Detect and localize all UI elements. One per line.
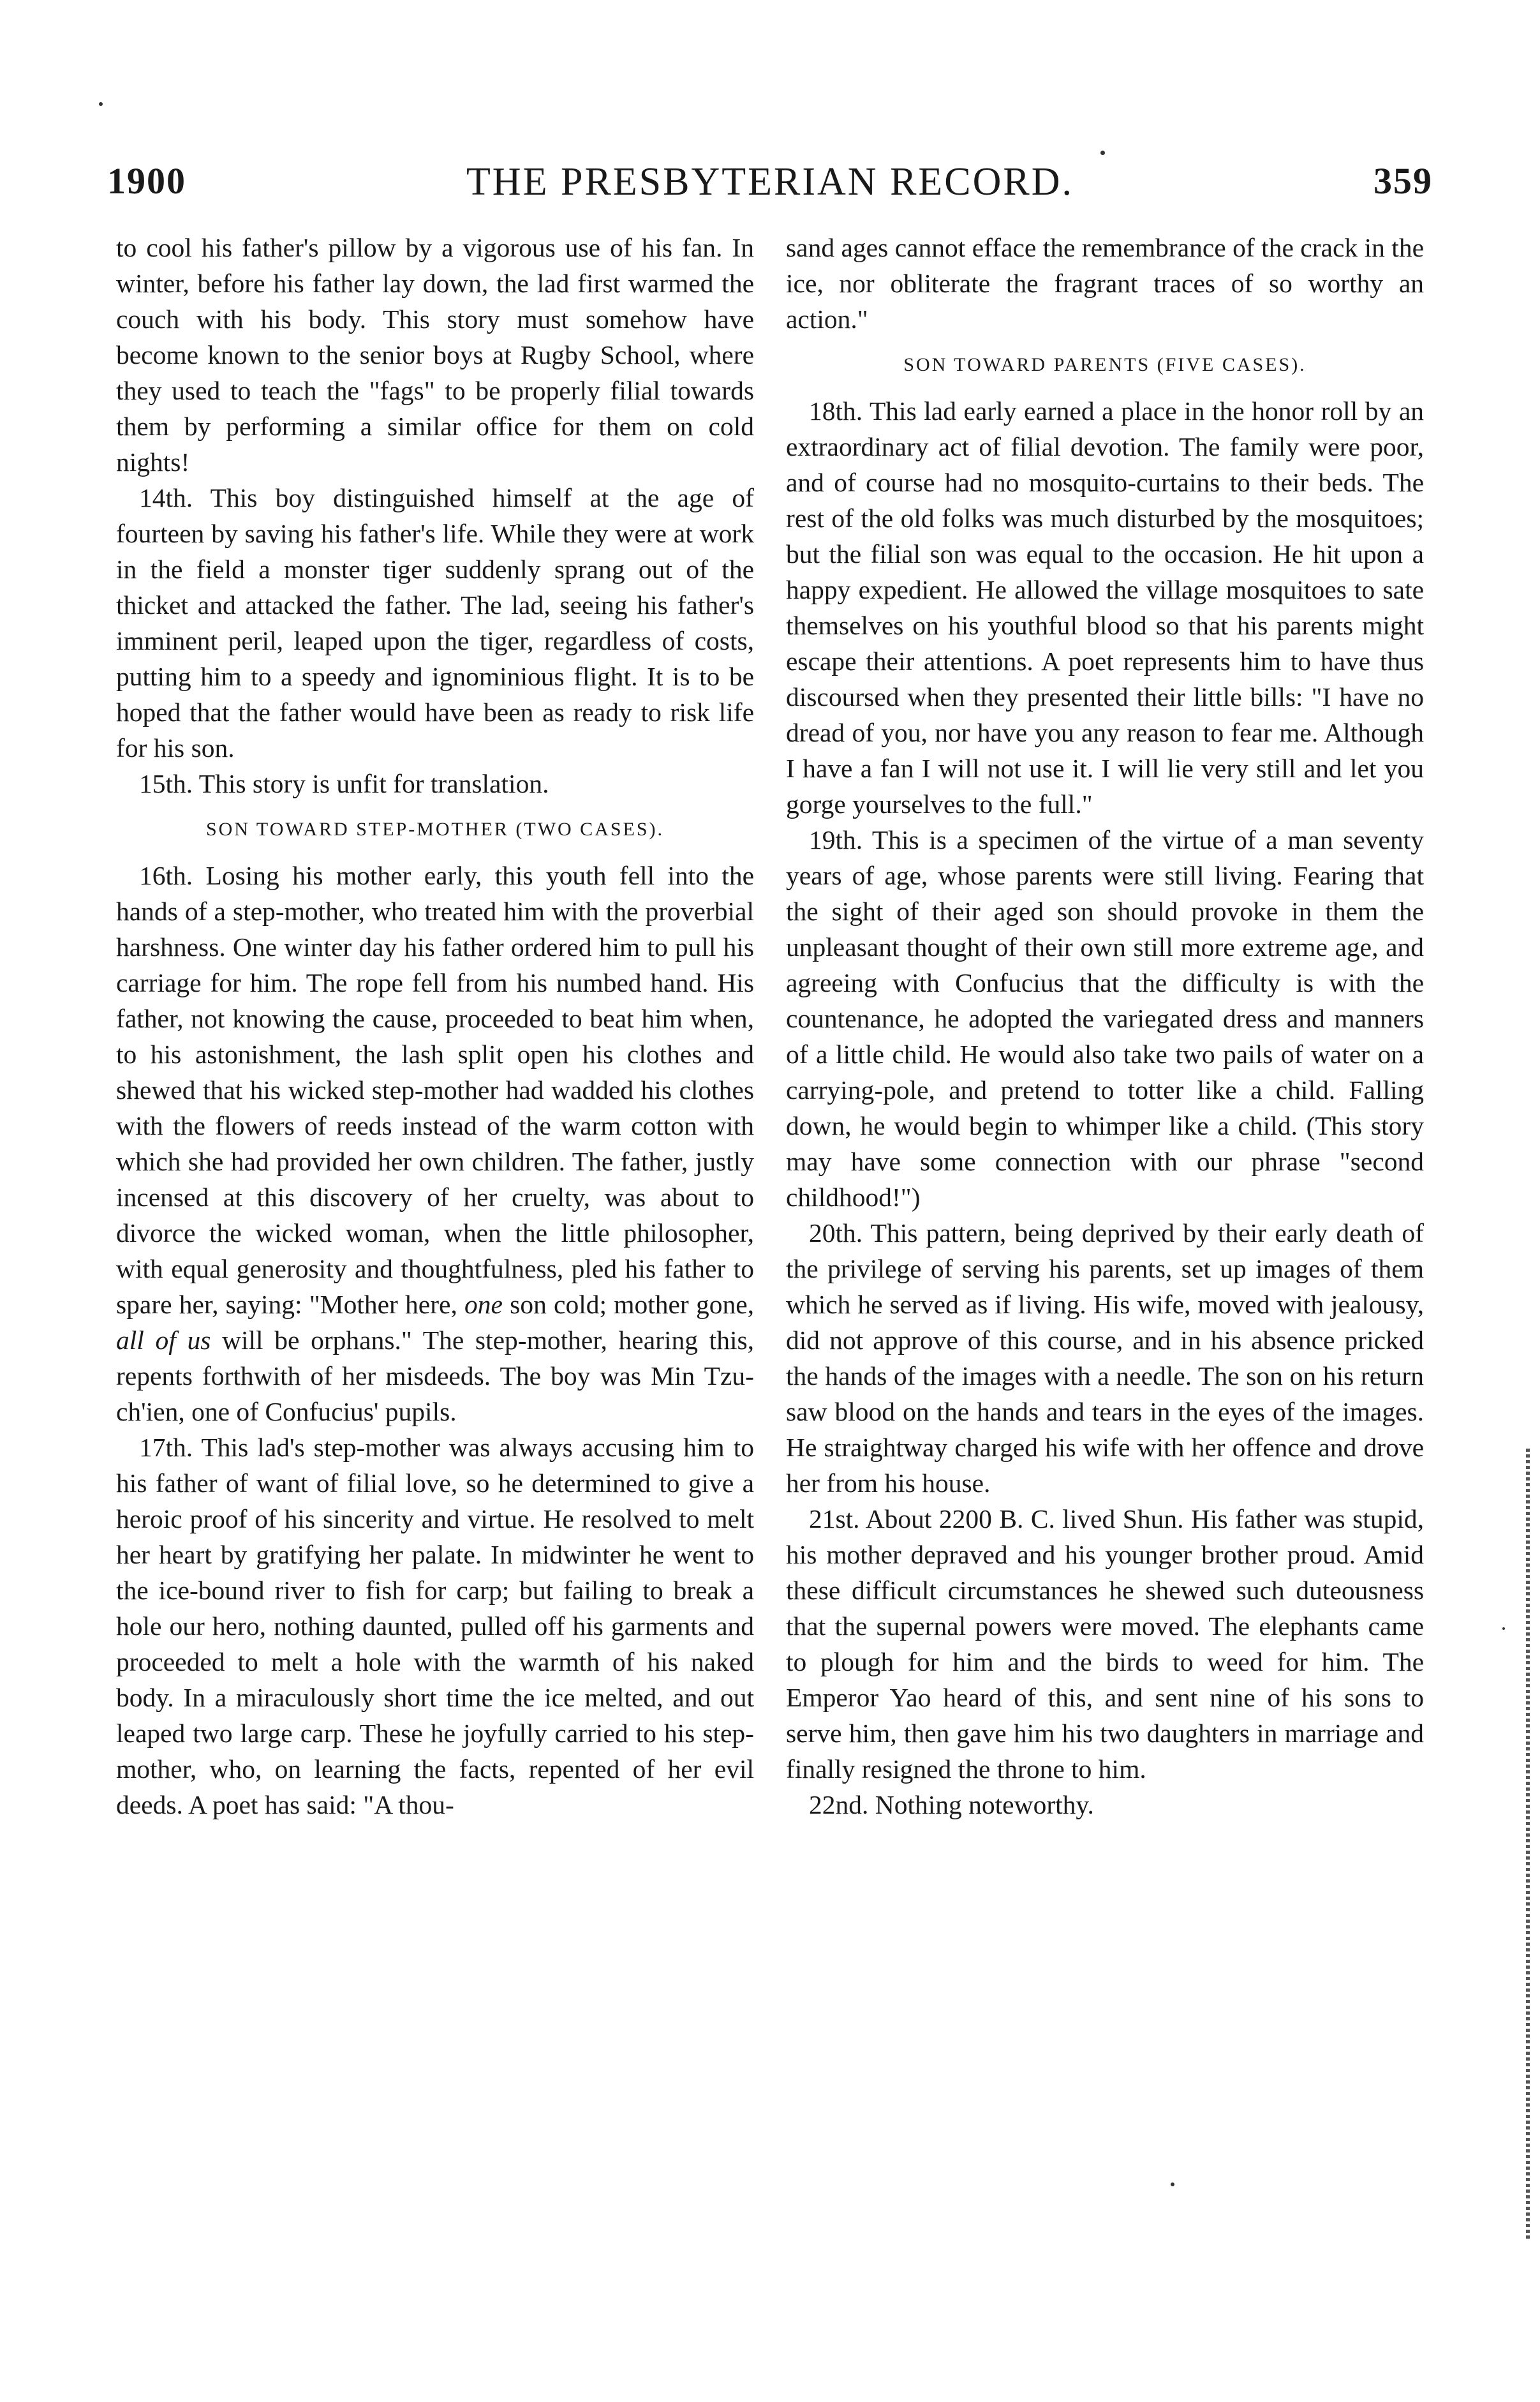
paragraph-19th: 19th. This is a specimen of the virtue of a man seventy years of age, whose parents were still living. Fearing that the sight of their aged son should provoke in them the unpleasant thought of their own still more extreme age, and agreeing with Confucius that the difficulty is with the countenance, he adopted the variegated dress and manners of a little child. He would also take two pails of water on a carrying-pole, and pretend to totter like a child. Falling down, he would begin to whimper like a child. (This story may have some connection with our phrase "second childhood!"): [786, 825, 1424, 1212]
scan-speck: [1502, 1627, 1505, 1630]
paragraph-14th: 14th. This boy distinguished himself at the age of fourteen by saving his father's life. While they were at work in the field a monster tiger suddenly sprang out of the thicket and attacked the father. The lad, seeing his father's imminent peril, leaped upon the tiger, regardless of costs, putting him to a speedy and ignominious flight. It is to be hoped that the father would have been as ready to risk life for his son.: [116, 483, 754, 763]
right-column: [786, 230, 1424, 1823]
scan-speck: [1171, 2182, 1174, 2186]
paragraph-16th-part-c: son cold; mother gone,: [510, 1290, 754, 1319]
paragraph-16th: [116, 858, 754, 1429]
paragraph-18th: 18th. This lad early earned a place in the honor roll by an extraordinary act of filial devotion. The family were poor, and of course had no mosquito-curtains to their beds. The rest of the old folks was much disturbed by the mosquitoes; but the filial son was equal to the occasion. He hit upon a happy expedient. He allowed the village mosquitoes to sate themselves on his youthful blood so that his parents might escape their attentions. A poet represents him to have thus discoursed when they presented their little bills: "I have no dread of you, nor have you any reason to fear me. Although I have a fan I will not use it. I will lie very still and let you gorge yourselves to the full.": [786, 396, 1424, 819]
paragraph-20th: 20th. This pattern, being deprived by their early death of the privilege of serving his parents, set up images of them which he served as if living. His wife, moved with jealousy, did not approve of this course, and in his absence pricked the hands of the images with a needle. The son on his return saw blood on the hands and tears in the eyes of the images. He straightway charged his wife with her offence and drove her from his house.: [786, 1218, 1424, 1498]
scan-speck: [99, 102, 103, 106]
page-header: [0, 0, 1540, 217]
paragraph-16th-part-a: 16th. Losing his mother early, this youth fell into the hands of a step-mother, who treated him with the proverbial harshness. One winter day his father ordered him to pull his carriage for him. The rope fell from his numbed hand. His father, not knowing the cause, proceeded to beat him when, to his astonishment, the lash split open his clothes and shewed that his wicked step-mother had wadded his clothes with the flowers of reeds instead of the warm cotton with which she had provided her own children. The father, justly incensed at this discovery of her cruelty, was about to divorce the wicked woman, when the little philosopher, with equal generosity and thoughtfulness, pled his father to spare her, saying: "Mother here,: [116, 861, 754, 1319]
paragraph-22nd: 22nd. Nothing noteworthy.: [809, 1790, 1094, 1819]
paragraph-16th-part-e: will be orphans." The step-mother, hearing this, repents forthwith of her misdeeds. The boy was Min Tzu-ch'ien, one of Confucius' pupils.: [116, 1325, 754, 1426]
paragraph-21st: 21st. About 2200 B. C. lived Shun. His father was stupid, his mother depraved and his younger brother proud. Amid these difficult circumstances he shewed such duteousness that the supernal powers were moved. The elephants came to plough for him and the birds to weed for him. The Emperor Yao heard of this, and sent nine of his sons to serve him, then gave him his two daughters in marriage and finally resigned the throne to him.: [786, 1504, 1424, 1784]
scan-speck: [1100, 151, 1105, 155]
header-page-number: 359: [1373, 160, 1433, 202]
header-year: 1900: [107, 160, 186, 202]
section-heading-step-mother: SON TOWARD STEP-MOTHER (TWO CASES).: [205, 819, 665, 840]
left-column: [116, 230, 754, 1823]
scan-edge-mark: [1526, 1449, 1530, 2240]
paragraph-16th-emphasis-all: all of us: [116, 1325, 211, 1355]
paragraph-continued-right: sand ages cannot efface the remembrance of the crack in the ice, nor obliterate the fragrant traces of so worthy an action.": [786, 233, 1424, 334]
paragraph-17th: 17th. This lad's step-mother was always accusing him to his father of want of filial love, so he determined to give a heroic proof of his sincerity and virtue. He resolved to melt her heart by gratifying her palate. In midwinter he went to the ice-bound river to fish for carp; but failing to break a hole our hero, nothing daunted, pulled off his garments and proceeded to melt a hole with the warmth of his naked body. In a miraculously short time the ice melted, and out leaped two large carp. These he joyfully carried to his step-mother, who, on learning the facts, repented of her evil deeds. A poet has said: "A thou-: [116, 1433, 754, 1819]
paragraph-15th: 15th. This story is unfit for translation.: [139, 769, 549, 798]
paragraph-16th-emphasis-one: one: [464, 1290, 503, 1319]
paragraph-continued: to cool his father's pillow by a vigorous use of his fan. In winter, before his father lay down, the lad first warmed the couch with his body. This story must somehow have become known to the senior boys at Rugby School, where they used to teach the "fags" to be properly filial towards them by performing a similar office for them on cold nights!: [116, 233, 754, 477]
section-heading-parents: SON TOWARD PARENTS (FIVE CASES).: [903, 354, 1307, 375]
header-title: THE PRESBYTERIAN RECORD.: [466, 160, 1074, 204]
